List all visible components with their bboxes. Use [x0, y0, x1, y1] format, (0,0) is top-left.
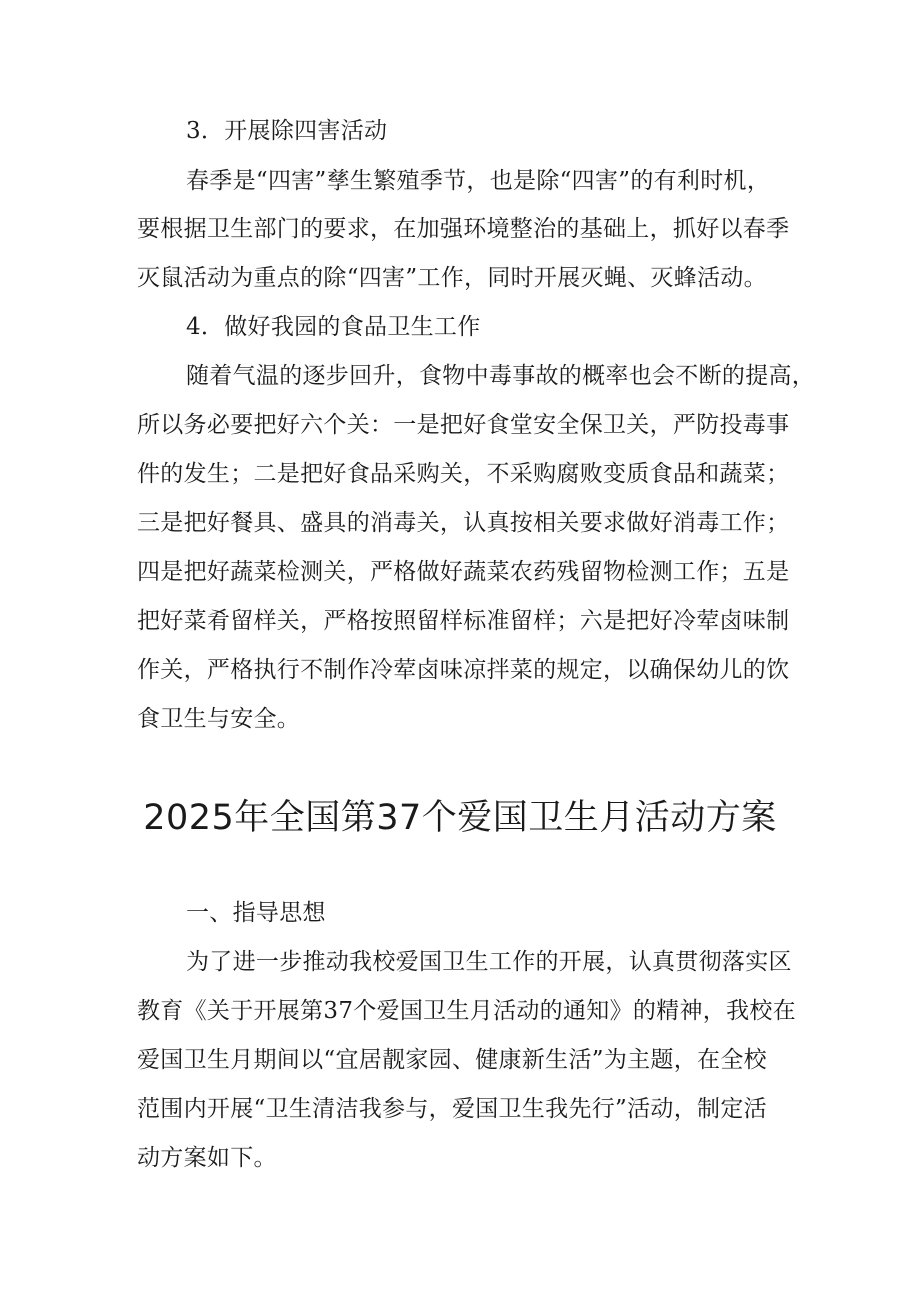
- paragraph-line: 灭鼠活动为重点的除“四害”工作，同时开展灭蝇、灭蜂活动。: [137, 265, 767, 291]
- paragraph-line: 作关，严格执行不制作冷荤卤味凉拌菜的规定，以确保幼儿的饮: [137, 657, 790, 683]
- paragraph-line: 四是把好蔬菜检测关，严格做好蔬菜农药残留物检测工作；五是: [137, 559, 790, 585]
- paragraph-line: 三是把好餐具、盛具的消毒关，认真按相关要求做好消毒工作；: [137, 510, 790, 536]
- paragraph-line: 把好菜肴留样关，严格按照留样标准留样；六是把好冷荤卤味制: [137, 608, 790, 634]
- paragraph-line: 范围内开展“卫生清洁我参与，爱国卫生我先行”活动，制定活: [137, 1096, 767, 1122]
- section-heading-guiding: 一、指导思想: [186, 900, 326, 926]
- paragraph-line: 随着气温的逐步回升，食物中毒事故的概率也会不断的提高，: [186, 363, 816, 389]
- paragraph-line: 动方案如下。: [137, 1145, 277, 1171]
- document-title: 2025年全国第37个爱国卫生月活动方案: [143, 798, 777, 838]
- section-heading-3: 3．开展除四害活动: [186, 118, 388, 144]
- paragraph-line: 食卫生与安全。: [137, 706, 301, 732]
- paragraph-line: 为了进一步推动我校爱国卫生工作的开展，认真贯彻落实区: [186, 949, 792, 975]
- paragraph-line: 要根据卫生部门的要求，在加强环境整治的基础上，抓好以春季: [137, 216, 790, 242]
- paragraph-line: 春季是“四害”孳生繁殖季节，也是除“四害”的有利时机，: [186, 168, 771, 194]
- paragraph-line: 爱国卫生月期间以“宜居靓家园、健康新生活”为主题，在全校: [137, 1047, 767, 1073]
- paragraph-line: 件的发生；二是把好食品采购关，不采购腐败变质食品和蔬菜；: [137, 461, 790, 487]
- section-heading-4: 4．做好我园的食品卫生工作: [186, 314, 481, 340]
- paragraph-line: 教育《关于开展第37个爱国卫生月活动的通知》的精神，我校在: [137, 998, 796, 1024]
- paragraph-line: 所以务必要把好六个关：一是把好食堂安全保卫关，严防投毒事: [137, 412, 790, 438]
